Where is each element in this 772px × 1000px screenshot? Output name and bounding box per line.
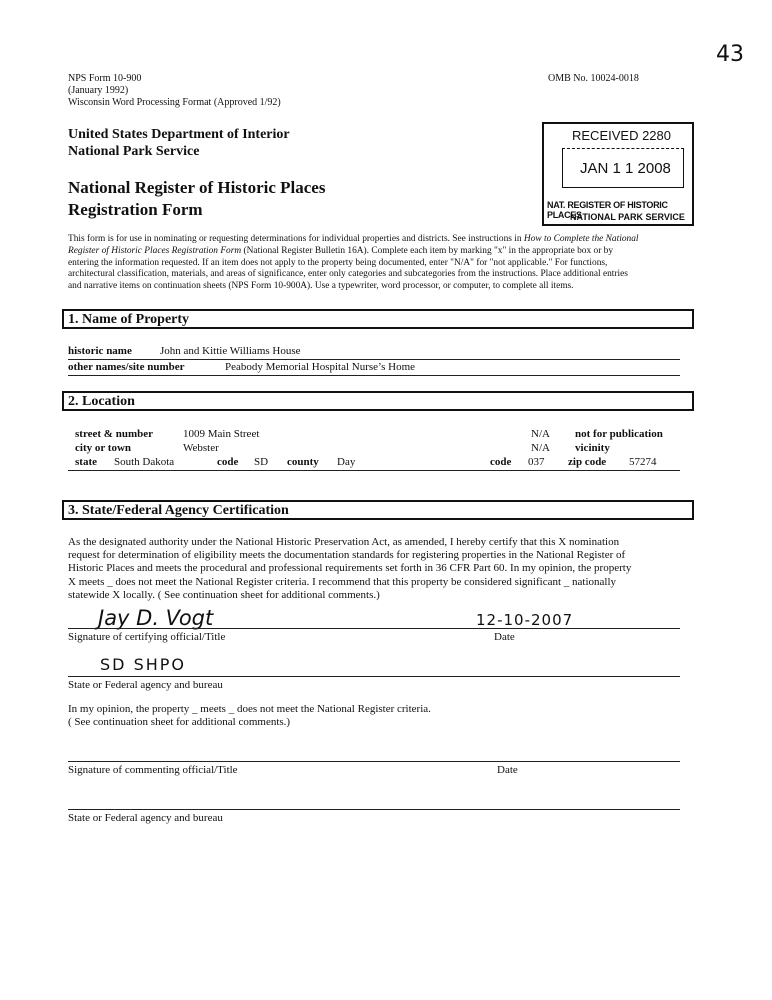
omb-number: OMB No. 10024-0018 xyxy=(548,73,639,84)
form-title-line1: National Register of Historic Places xyxy=(68,178,326,197)
section-2-title: 2. Location xyxy=(68,394,135,409)
section-2-header xyxy=(62,391,694,411)
intro-line3: entering the information requested. If an item does not apply to the property being documented, enter "N/A" for "not applicable." For functions, xyxy=(68,257,608,268)
stamp-received: RECEIVED 2280 xyxy=(572,128,671,143)
agency-handwritten: SD SHPO xyxy=(100,655,186,674)
section-1-header xyxy=(62,309,694,329)
other-names-value[interactable]: Peabody Memorial Hospital Nurse’s Home xyxy=(225,361,416,373)
cert-line1: As the designated authority under the National Historic Preservation Act, as amended, I hereby certify that this X nomination xyxy=(68,536,620,548)
city-value[interactable]: Webster xyxy=(183,442,219,454)
opinion-line2: ( See continuation sheet for additional comments.) xyxy=(68,716,291,728)
form-id: NPS Form 10-900 xyxy=(68,73,142,84)
intro-line5: and narrative items on continuation sheets (NPS Form 10-900A). Use a typewriter, word processor, or computer, to complete all items. xyxy=(68,281,574,292)
location-rule xyxy=(68,470,680,471)
stamp-date: JAN 1 1 2008 xyxy=(580,160,671,177)
intro-line4: architectural classification, materials, and areas of significance, enter only categories and subcategories from the instructions. Place additional entries xyxy=(68,269,628,280)
form-format: Wisconsin Word Processing Format (Approved 1/92) xyxy=(68,97,281,108)
state-label: state xyxy=(75,456,97,468)
section-3-title: 3. State/Federal Agency Certification xyxy=(68,503,289,518)
not-for-publication-label: not for publication xyxy=(575,428,663,440)
city-na[interactable]: N/A xyxy=(531,442,550,454)
commenting-signature-rule xyxy=(68,761,680,762)
certifying-date-handwritten: 12-10-2007 xyxy=(476,611,574,629)
certifying-signature-label: Signature of certifying official/Title xyxy=(68,631,226,643)
county-code-label: code xyxy=(490,456,512,468)
other-names-rule xyxy=(68,375,680,376)
intro-line1: This form is for use in nominating or requesting determinations for individual properties and districts. See instructions in How to Complete the National xyxy=(68,234,639,244)
certifying-date-label: Date xyxy=(494,631,515,643)
received-stamp xyxy=(542,122,694,226)
cert-line2: request for determination of eligibility meets the documentation standards for registering properties in the National Register of xyxy=(68,549,626,562)
other-names-label: other names/site number xyxy=(68,361,185,373)
section-1-title: 1. Name of Property xyxy=(68,312,190,327)
agency-label-2: State or Federal agency and bureau xyxy=(68,812,223,824)
page-number: 43 xyxy=(716,42,744,67)
certifying-signature-rule xyxy=(68,628,680,629)
certification-paragraph xyxy=(68,536,698,602)
commenting-date-label: Date xyxy=(497,764,518,776)
historic-name-label: historic name xyxy=(68,345,132,357)
cert-line3: Historic Places and meets the procedural and professional requirements set forth in 36 CFR Part 60. In my opinion, the property xyxy=(68,562,632,575)
certifying-signature: Jay D. Vogt xyxy=(98,606,214,630)
stamp-service: NATIONAL PARK SERVICE xyxy=(570,212,685,222)
opinion-line1: In my opinion, the property _ meets _ does not meet the National Register criteria. xyxy=(68,703,431,715)
agency-line1: United States Department of Interior xyxy=(68,127,290,142)
zip-value[interactable]: 57274 xyxy=(629,456,657,468)
intro-paragraph xyxy=(68,234,698,293)
cert-line4: X meets _ does not meet the National Register criteria. I recommend that this property be considered significant _ nationally xyxy=(68,575,617,588)
state-code-value[interactable]: SD xyxy=(254,456,269,468)
agency-label: State or Federal agency and bureau xyxy=(68,679,223,691)
form-date: (January 1992) xyxy=(68,85,129,96)
agency-rule xyxy=(68,676,680,677)
street-value[interactable]: 1009 Main Street xyxy=(183,428,260,440)
county-code-value[interactable]: 037 xyxy=(528,456,545,468)
zip-label: zip code xyxy=(568,456,607,468)
intro-line2: Register of Historic Places Registration Form (National Register Bulletin 16A). Complete each item by marking "x" in the appropriate box or by xyxy=(68,245,614,256)
historic-name-value[interactable]: John and Kittie Williams House xyxy=(160,345,301,357)
agency-rule-2 xyxy=(68,809,680,810)
historic-name-rule xyxy=(68,359,680,360)
commenting-signature-label: Signature of commenting official/Title xyxy=(68,764,238,776)
form-title-line2: Registration Form xyxy=(68,200,203,219)
state-code-label: code xyxy=(217,456,239,468)
street-na[interactable]: N/A xyxy=(531,428,550,440)
city-label: city or town xyxy=(75,442,132,454)
agency-line2: National Park Service xyxy=(68,144,200,159)
section-3-header xyxy=(62,500,694,520)
street-label: street & number xyxy=(75,428,153,440)
state-value[interactable]: South Dakota xyxy=(114,456,175,468)
vicinity-label: vicinity xyxy=(575,442,610,454)
cert-line5: statewide X locally. ( See continuation sheet for additional comments.) xyxy=(68,588,380,601)
stamp-register: NAT. REGISTER OF HISTORIC PLACES xyxy=(547,200,668,220)
county-label: county xyxy=(287,456,319,468)
county-value[interactable]: Day xyxy=(337,456,356,468)
